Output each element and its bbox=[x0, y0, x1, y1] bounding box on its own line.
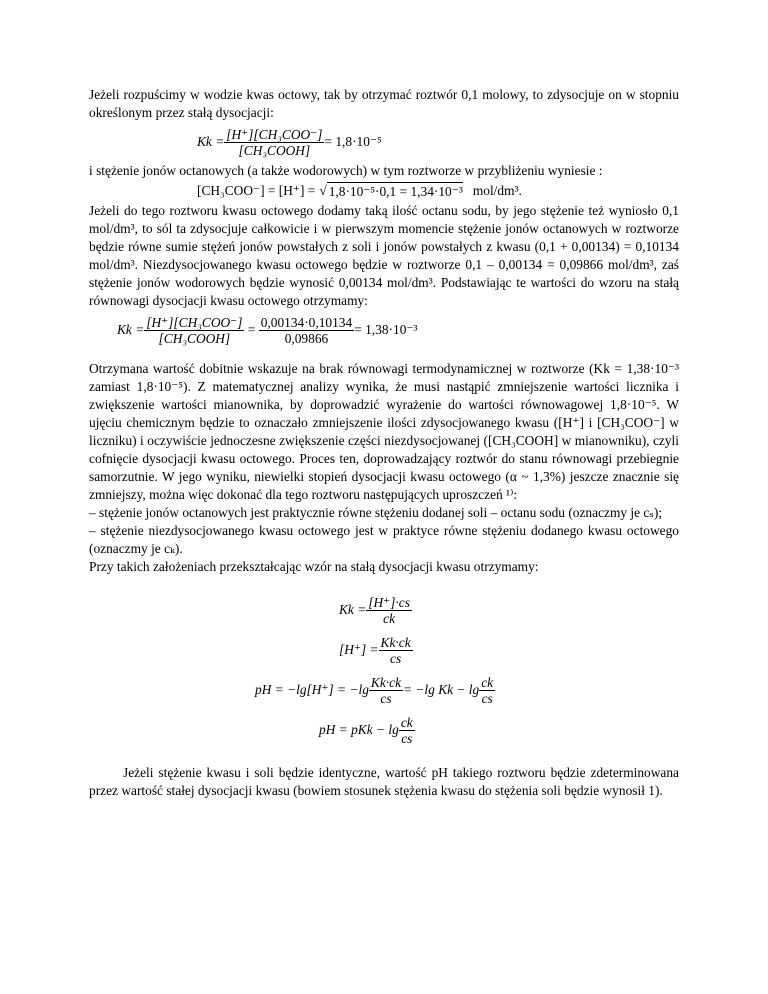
eq3-rhs: = 1,38·10⁻³ bbox=[354, 322, 418, 337]
eq6-fraction bbox=[369, 675, 403, 706]
eq4-lhs: Kk = bbox=[339, 602, 367, 617]
document-page bbox=[89, 86, 679, 800]
eq6-denominator-2: cs bbox=[481, 690, 493, 706]
paragraph-analysis: Otrzymana wartość dobitnie wskazuje na brak równowagi termodynamicznej w roztworze (Kk = 1,38·10⁻³ zamiast 1,8·10⁻⁵). Z matematycznej analizy wynika, że musi nastąpić zmniejszenie wartości licznika i zwiększenie wartości mianownika, by doprowadzić wyrażenie do wartości równowagowej 1,8·10⁻⁵. W ujęciu chemicznym będzie to oznaczało zmniejszenie ilości zdysocjowanego kwasu ([H⁺] i [CH₃COO⁻] w liczniku) i oczywiście jednoczesne zwiększenie części niezdysocjowanej ([CH₃COOH] w mianowniku), czyli cofnięcie dysocjacji kwasu octowego. Proces ten, doprowadzający roztwór do stanu równowagi przebiegnie samorzutnie. W jego wyniku, niewielki stopień dysocjacji kwasu octowego (α ~ 1,3%) jeszcze znacznie się zmniejszy, można więc dokonać dla tego roztworu następujących uproszczeń ¹⁾: bbox=[89, 361, 679, 502]
eq6-fraction-2 bbox=[479, 675, 495, 706]
eq2-unit: mol/dm³. bbox=[472, 183, 522, 198]
eq6-numerator: Kk·ck bbox=[370, 674, 402, 690]
eq6-middle: = −lg Kk − lg bbox=[403, 682, 480, 697]
eq1-rhs: = 1,8·10⁻⁵ bbox=[324, 134, 382, 149]
paragraph-conclusion: Jeżeli stężenie kwasu i soli będzie identyczne, wartość pH takiego roztworu będzie zdeterminowana przez wartość stałej dysocjacji kwasu (bowiem stosunek stężenia kwasu do stężenia soli będzie wynosił 1). bbox=[89, 765, 679, 798]
eq1-fraction bbox=[224, 127, 324, 158]
eq2-lhs: [CH₃COO⁻] = [H⁺] = bbox=[197, 183, 316, 198]
equation-dissociation-constant bbox=[89, 122, 679, 162]
eq5-numerator: Kk·ck bbox=[380, 634, 411, 650]
eq3-lhs: Kk = bbox=[117, 322, 145, 337]
eq3-fraction bbox=[144, 315, 244, 346]
paragraph-buffer-addition: Jeżeli do tego roztworu kwasu octowego dodamy taką ilość octanu sodu, by jego stężenie też wyniosło 0,1 mol/dm³, to sól ta zdysocjuje całkowicie i w pierwszym momencie stężenie jonów octanowych w roztworze będzie równe sumie stężeń jonów powstałych z soli i jonów powstałych z kwasu (0,1 + 0,00134) = 0,10134 mol/dm³. Niezdysocjowanego kwasu octowego będzie w roztworze 0,1 – 0,00134 = 0,09866 mol/dm³, zaś stężenie jonów wodorowych będzie wynosić 0,00134 mol/dm³. Podstawiając te wartości do wzoru na stałą równowagi dysocjacji kwasu octowego otrzymamy: bbox=[89, 203, 679, 308]
eq4-numerator: [H⁺]·cs bbox=[368, 594, 410, 610]
eq3-denominator: [CH₃COOH] bbox=[158, 330, 231, 346]
equation-h-concentration bbox=[89, 630, 679, 670]
eq3-value-numerator: 0,00134·0,10134 bbox=[260, 314, 353, 330]
eq3-value-fraction bbox=[259, 315, 355, 346]
eq6-lhs: pH = −lg[H⁺] = −lg bbox=[255, 682, 369, 697]
eq4-fraction bbox=[366, 595, 412, 626]
eq7-fraction bbox=[399, 715, 415, 746]
eq3-value-denominator: 0,09866 bbox=[284, 330, 329, 346]
equation-henderson-hasselbalch bbox=[89, 710, 679, 750]
paragraph-concentration-intro: i stężenie jonów octanowych (a także wodorowych) w tym roztworze w przybliżeniu wyniesie : bbox=[89, 163, 603, 178]
eq5-denominator: cs bbox=[390, 650, 402, 666]
eq3-numerator: [H⁺][CH₃COO⁻] bbox=[146, 314, 243, 330]
eq1-lhs: Kk = bbox=[197, 134, 225, 149]
eq1-numerator: [H⁺][CH₃COO⁻] bbox=[226, 126, 323, 142]
equation-kk-simplified bbox=[89, 590, 679, 630]
bullet-acid-concentration: – stężenie niezdysocjowanego kwasu octowego jest w praktyce równe stężeniu dodanego kwasu octowego (oznaczmy je cₖ). bbox=[89, 523, 679, 556]
paragraph-intro: Jeżeli rozpuścimy w wodzie kwas octowy, tak by otrzymać roztwór 0,1 molowy, to zdysocjuje on w stopniu określonym przez stałą dysocjacji: bbox=[89, 87, 679, 120]
eq5-lhs: [H⁺] = bbox=[339, 642, 379, 657]
eq1-denominator: [CH₃COOH] bbox=[238, 142, 311, 158]
sqrt-icon: √ bbox=[319, 183, 327, 198]
paragraph-transformation: Przy takich założeniach przekształcając wzór na stałą dysocjacji kwasu otrzymamy: bbox=[89, 559, 539, 574]
eq7-lhs: pH = pKk − lg bbox=[319, 722, 399, 737]
eq2-root: 1,8·10⁻⁵·0,1 = 1,34·10⁻³ bbox=[328, 183, 463, 199]
eq7-numerator: ck bbox=[400, 714, 413, 730]
eq4-denominator: ck bbox=[383, 610, 396, 626]
equation-acetate-concentration bbox=[89, 180, 679, 202]
eq5-fraction bbox=[379, 635, 413, 666]
bullet-salt-concentration: – stężenie jonów octanowych jest praktycznie równe stężeniu dodanej soli – octanu sodu (oznaczmy je cₛ); bbox=[89, 505, 663, 520]
equation-ph-derivation bbox=[89, 670, 679, 710]
eq6-numerator-2: ck bbox=[481, 674, 494, 690]
eq6-denominator: cs bbox=[380, 690, 392, 706]
equation-nonequilibrium: Kk = $\frac{\text{[H⁺][CH₃COO⁻]}}{\text{[CH₃COOH]}}$ = $\frac{0,00134\cdot 0,10134}{0,09866}$ = 1,38·10⁻³ bbox=[117, 314, 418, 346]
eq7-denominator: cs bbox=[401, 730, 413, 746]
